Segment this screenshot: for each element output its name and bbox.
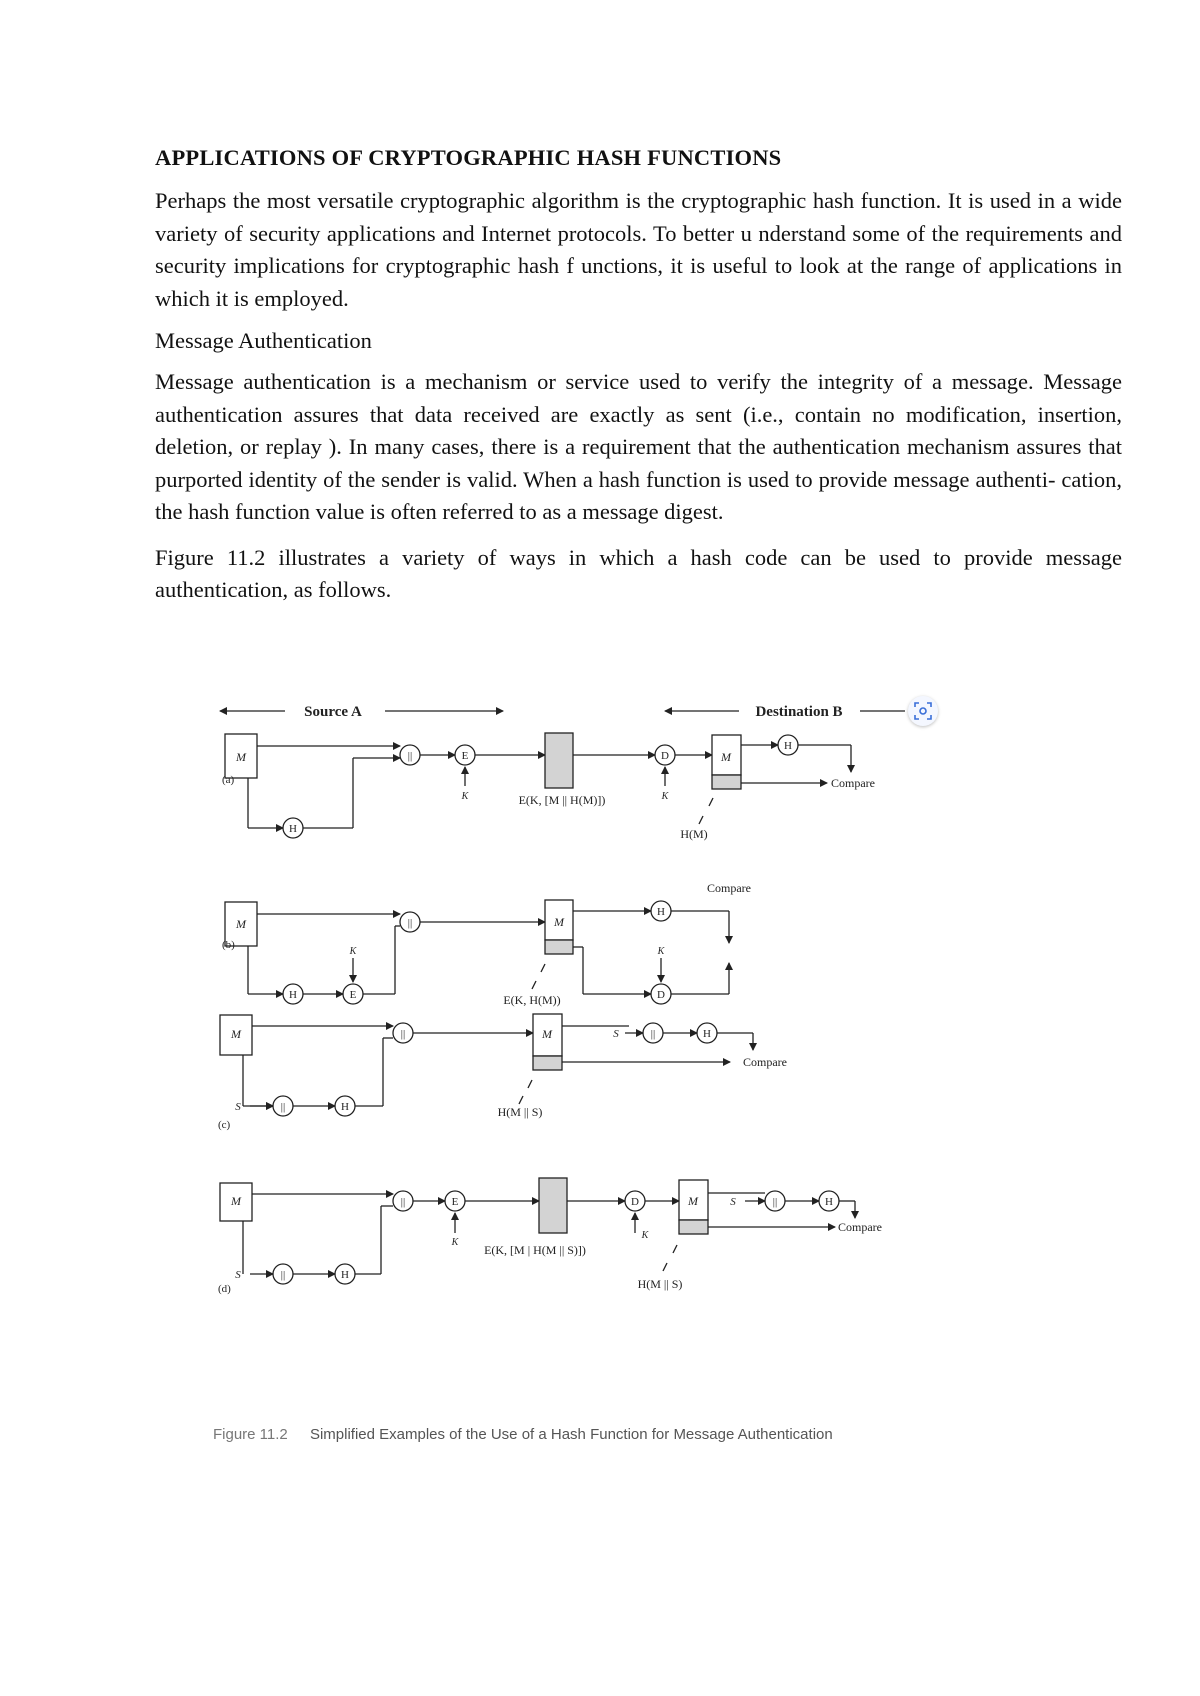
section-heading: Message Authentication: [155, 328, 372, 353]
panel-b-label: (b): [222, 939, 235, 951]
c-hash-node: H: [341, 1101, 349, 1113]
a-key-e-label: K: [461, 791, 469, 802]
c-dest-message-label: M: [542, 1027, 552, 1041]
panel-c-label: (c): [218, 1119, 231, 1131]
a-dest-hash-node: H: [784, 740, 792, 752]
figure-caption-text: Simplified Examples of the Use of a Hash Function for Message Authentication: [309, 1426, 833, 1443]
a-encrypt-node: E: [461, 750, 469, 762]
d-key-d-label: K: [641, 1230, 649, 1241]
page-title: APPLICATIONS OF CRYPTOGRAPHIC HASH FUNCTIONS: [155, 145, 782, 170]
d-concat-s-node: ||: [280, 1269, 286, 1281]
c-dest-hash-node: H: [703, 1028, 711, 1040]
a-concat-node: ||: [407, 750, 413, 762]
d-ciphertext-label: E(K, [M | H(M || S)]): [484, 1243, 586, 1257]
c-compare-label: Compare: [743, 1055, 787, 1069]
section-paragraph: Message authentication is a mechanism or service used to verify the integrity of a message. Message authentication assures that data received are exactly as sent (i.e., contain no modification, insertion, deletion, or replay ). In many cases, there is a requirement that the authentication mechanism assures that purported identity of the sender is valid. When a hash function is used to provide message authenti- cation, the hash function value is often referred to as a message digest.: [155, 369, 1122, 524]
a-decrypt-node: D: [661, 750, 669, 762]
scan-icon-glyph: [914, 702, 932, 720]
a-ciphertext-label: E(K, [M || H(M)]): [518, 793, 606, 807]
d-secret-dest-label: S: [730, 1196, 736, 1208]
c-concat-s-node: ||: [280, 1101, 286, 1113]
b-decrypt-node: D: [657, 989, 665, 1001]
b-dest-hash-node: H: [657, 906, 665, 918]
destination-label: Destination B: [755, 704, 843, 720]
a-message-label: M: [236, 750, 246, 764]
hash-diagram: [205, 688, 965, 1453]
d-dest-hash-node: H: [825, 1196, 833, 1208]
figure-intro-paragraph: Figure 11.2 illustrates a variety of ways in which a hash code can be used to provide message authentication, as follows.: [155, 544, 1122, 602]
figure-caption: [213, 1426, 833, 1443]
d-secret-source-label: S: [235, 1269, 241, 1281]
a-compare-label: Compare: [831, 776, 875, 790]
document-page: [155, 145, 1122, 620]
d-dest-message-label: M: [688, 1194, 698, 1208]
b-concat-node: ||: [407, 917, 413, 929]
d-dest-concat-node: ||: [772, 1196, 778, 1208]
b-encrypt-node: E: [349, 989, 357, 1001]
c-concat-node: ||: [400, 1028, 406, 1040]
c-secret-source-label: S: [235, 1101, 241, 1113]
d-concat-node: ||: [400, 1196, 406, 1208]
a-hash-value-label: H(M): [680, 827, 708, 841]
a-dest-message-label: M: [721, 750, 731, 764]
figure-11-2: [205, 688, 965, 1453]
c-hash-value-label: H(M || S): [497, 1105, 543, 1119]
c-dest-concat-node: ||: [650, 1028, 656, 1040]
d-hash-value-label: H(M || S): [637, 1277, 683, 1291]
a-hash-node: H: [289, 823, 297, 835]
b-ciphertext-label: E(K, H(M)): [503, 993, 561, 1007]
b-key-d-label: K: [657, 946, 665, 957]
d-compare-label: Compare: [838, 1220, 882, 1234]
c-secret-dest-label: S: [613, 1028, 619, 1040]
d-decrypt-node: D: [631, 1196, 639, 1208]
b-compare-label: Compare: [707, 881, 751, 895]
c-message-label: M: [231, 1027, 241, 1041]
panel-a-label: (a): [222, 774, 235, 786]
b-hash-node: H: [289, 989, 297, 1001]
intro-paragraph: Perhaps the most versatile cryptographic algorithm is the cryptographic hash function. It is used in a wide variety of security applications and Internet protocols. To better u nderstand some of the requirements and security implications for cryptographic hash f unctions, it is useful to look at the range of applications in which it is employed.: [155, 188, 1122, 311]
scan-icon[interactable]: [908, 696, 938, 726]
d-encrypt-node: E: [451, 1196, 459, 1208]
d-hash-node: H: [341, 1269, 349, 1281]
a-key-d-label: K: [661, 791, 669, 802]
b-message-label: M: [236, 917, 246, 931]
panel-d-label: (d): [218, 1283, 231, 1295]
figure-caption-number: Figure 11.2: [213, 1426, 288, 1443]
b-key-e-label: K: [349, 946, 357, 957]
d-message-label: M: [231, 1194, 241, 1208]
source-label: Source A: [304, 704, 362, 720]
b-dest-message-label: M: [554, 915, 564, 929]
d-key-e-label: K: [451, 1237, 459, 1248]
